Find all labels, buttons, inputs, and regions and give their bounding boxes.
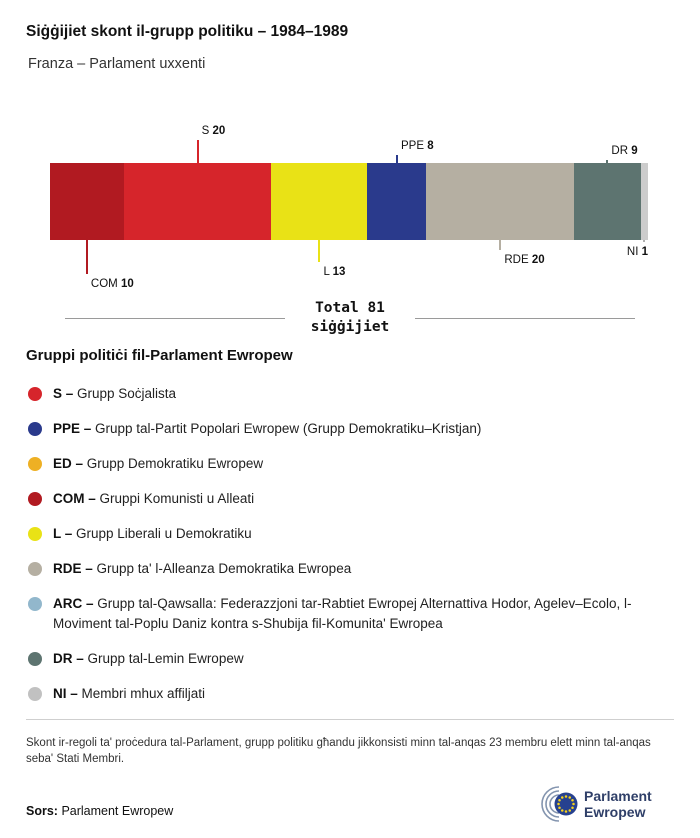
legend-color-dot [28, 652, 42, 666]
footnote: Skont ir-regoli ta' proċedura tal-Parlament, grupp politiku għandu jikkonsisti minn tal-anqas 23 membru elett minn tal-anqas seba' Stati Membri. [26, 719, 674, 767]
legend-item-text: NI – Membri mhux affiljati [53, 686, 206, 701]
legend-color-dot [28, 527, 42, 541]
segment-label-s: S 20 [201, 125, 226, 137]
bar-segment-com [50, 163, 124, 240]
stacked-bar-chart [0, 74, 700, 342]
legend-item-com [26, 489, 670, 509]
bar-segment-s [124, 163, 272, 240]
legend-color-dot [28, 422, 42, 436]
source-line [26, 804, 173, 824]
legend-items [26, 384, 670, 704]
segment-label-com: COM 10 [90, 278, 134, 290]
legend-item-ppe [26, 419, 670, 439]
bottom-bar [26, 784, 674, 824]
leader-line-ppe [396, 155, 398, 163]
total-label: Total 81 [315, 300, 385, 316]
seat-bar [50, 163, 648, 240]
legend-color-dot [28, 387, 42, 401]
total-rule-left [65, 318, 285, 319]
legend-item-text: S – Grupp Soċjalista [53, 386, 177, 401]
source-value: Parlament Ewropew [61, 804, 174, 818]
chart-subtitle: Franza – Parlament uxxenti [28, 56, 206, 72]
legend [26, 346, 670, 704]
leader-line-l [318, 240, 320, 262]
total-rule-right [415, 318, 635, 319]
legend-item-l [26, 524, 670, 544]
bar-segment-dr [574, 163, 640, 240]
segment-label-dr: DR 9 [611, 145, 638, 157]
chart-title: Siġġijiet skont il-grupp politiku – 1984–1989 [26, 23, 349, 40]
total-block [0, 299, 700, 337]
leader-line-rde [499, 240, 501, 250]
legend-color-dot [28, 687, 42, 701]
bar-segment-ni [641, 163, 648, 240]
leader-line-com [86, 240, 88, 274]
legend-title: Gruppi politiċi fil-Parlament Ewropew [26, 347, 293, 364]
legend-item-text: COM – Gruppi Komunisti u Alleati [53, 491, 255, 506]
legend-item-s [26, 384, 670, 404]
legend-item-ed [26, 454, 670, 474]
total-sublabel: siġġijiet [310, 319, 390, 335]
legend-item-text: L – Grupp Liberali u Demokratiku [53, 526, 252, 541]
legend-item-text: RDE – Grupp ta' l-Alleanza Demokratika Ewropea [53, 561, 352, 576]
legend-item-text: DR – Grupp tal-Lemin Ewropew [53, 651, 244, 666]
legend-color-dot [28, 597, 42, 611]
legend-item-text: ED – Grupp Demokratiku Ewropew [53, 456, 264, 471]
leader-line-s [197, 140, 199, 163]
segment-label-rde: RDE 20 [504, 254, 545, 266]
total-text [285, 299, 416, 337]
logo-text-line2: Ewropew [584, 804, 646, 820]
legend-color-dot [28, 457, 42, 471]
legend-item-ni [26, 684, 670, 704]
legend-item-arc [26, 594, 670, 634]
bar-segment-ppe [367, 163, 426, 240]
segment-label-l: L 13 [323, 266, 346, 278]
source-label: Sors: [26, 804, 58, 818]
european-parliament-logo [522, 784, 674, 824]
legend-item-rde [26, 559, 670, 579]
legend-item-text: ARC – Grupp tal-Qawsalla: Federazzjoni tar-Rabtiet Ewropej Alternattiva Hodor, Agelev–Ecolo, l-Moviment tal-Poplu Daniz kontra s-Shubija fil-Komunita' Ewropea [53, 596, 632, 631]
bar-segment-l [271, 163, 367, 240]
bar-segment-rde [426, 163, 574, 240]
legend-color-dot [28, 492, 42, 506]
leader-line-dr [606, 160, 608, 163]
legend-item-text: PPE – Grupp tal-Partit Popolari Ewropew (Grupp Demokratiku–Kristjan) [53, 421, 482, 436]
legend-color-dot [28, 562, 42, 576]
segment-label-ppe: PPE 8 [400, 140, 434, 152]
logo-text-line1: Parlament [584, 788, 652, 804]
leader-line-ni [643, 240, 645, 242]
legend-item-dr [26, 649, 670, 669]
segment-label-ni: NI 1 [626, 246, 648, 258]
